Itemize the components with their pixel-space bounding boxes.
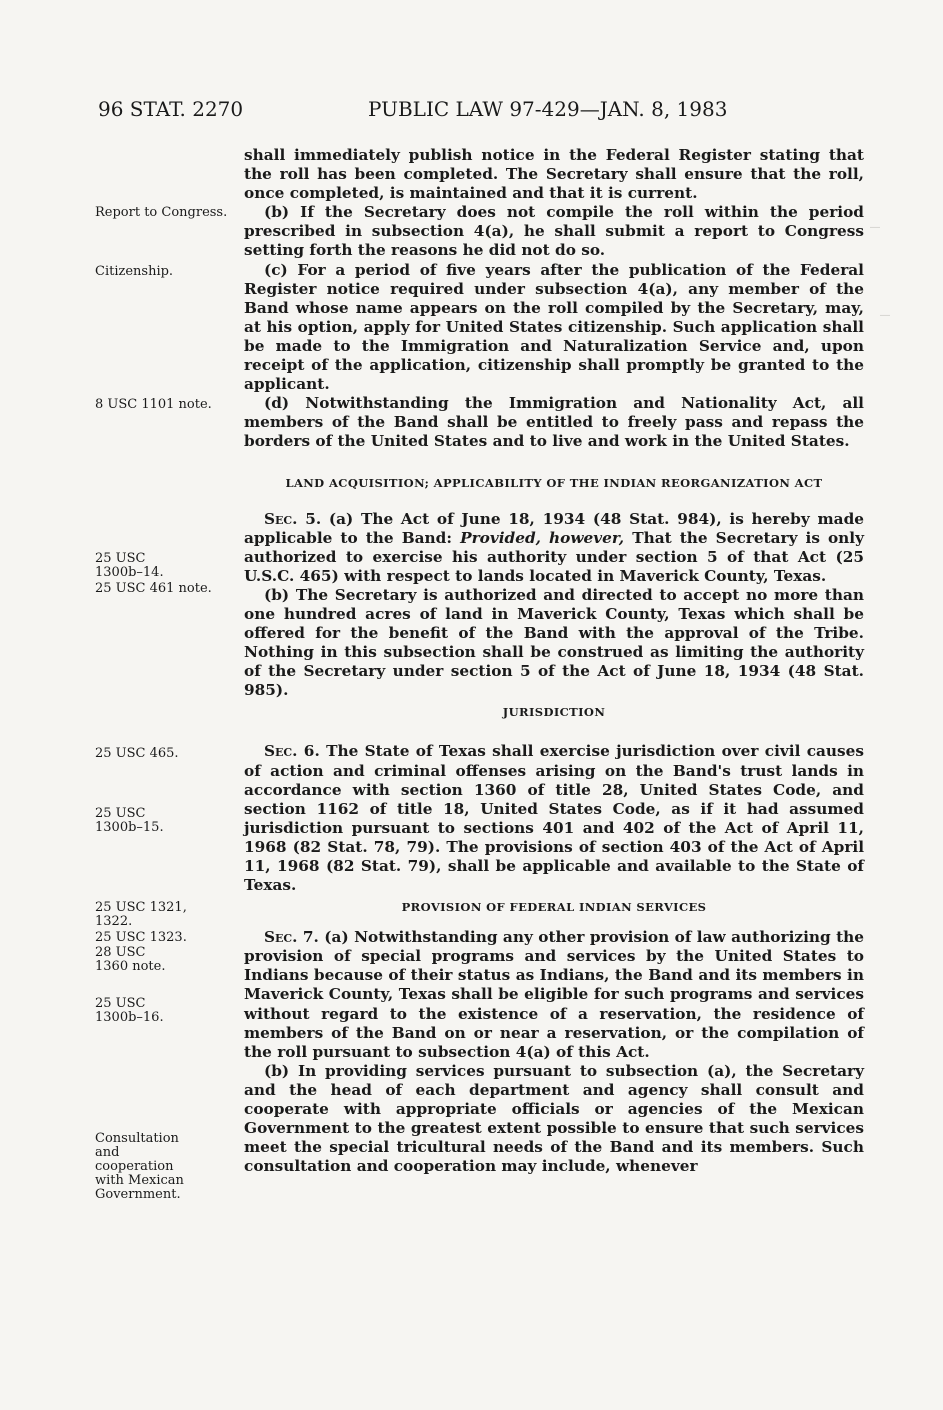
bleed-through-mark: ― <box>880 310 890 321</box>
main-text-column <box>244 146 864 1176</box>
section-heading-jurisdiction: JURISDICTION <box>502 705 606 720</box>
section-heading-land-acquisition: LAND ACQUISITION; APPLICABILITY OF THE INDIAN REORGANIZATION ACT <box>285 475 823 490</box>
section-6-label: Sec. 6. <box>264 742 320 761</box>
public-law-reference: PUBLIC LAW 97-429—JAN. 8, 1983 <box>368 97 728 121</box>
section-heading-federal-services: PROVISION OF FEDERAL INDIAN SERVICES <box>401 900 707 915</box>
paragraph-intro: shall immediately publish notice in the Federal Register stating that the roll has been completed. The Secretary shall ensure that the roll, once completed, is maintained and that it is current. <box>244 146 864 203</box>
margin-note-25usc1300b16: 25 USC 1300b–16. <box>95 996 164 1025</box>
section-6 <box>244 742 864 895</box>
margin-note-citizenship: Citizenship. <box>95 264 174 279</box>
section-5-subsection-b: (b) The Secretary is authorized and directed to accept no more than one hundred acres of land in Maverick County, Texas which shall be offered for the benefit of the Band with the approval of the Tribe. Nothing in this subsection shall be construed as limiting the authority of the Secretary under section 5 of the Act of June 18, 1934 (48 Stat. 985). <box>244 585 864 700</box>
section-7-label: Sec. 7. <box>264 928 319 947</box>
paragraph-subsection-c: (c) For a period of five years after the publication of the Federal Register notice required under subsection 4(a), any member of the Band whose name appears on the roll compiled by the Secretary, may, at his option, apply for United States citizenship. Such application shall be made to the Immigration and Naturalization Service and, upon receipt of the application, citizenship shall promptly be granted to the applicant. <box>244 260 864 394</box>
section-7-subsection-a <box>244 928 864 1062</box>
section-5-subsection-a <box>244 510 864 586</box>
paragraph-subsection-b: (b) If the Secretary does not compile the roll within the period prescribed in subsection 4(a), he shall submit a report to Congress setting forth the reasons he did not do so. <box>244 203 864 260</box>
margin-note-25usc1300b15: 25 USC 1300b–15. <box>95 806 164 835</box>
margin-note-report: Report to Congress. <box>95 205 228 220</box>
section-5-proviso: Provided, however, <box>460 528 625 547</box>
margin-note-25usc1300b14: 25 USC 1300b–14. <box>95 551 164 580</box>
section-7-subsection-b: (b) In providing services pursuant to subsection (a), the Secretary and the head of each department and agency shall consult and cooperate with appropriate officials or agencies of the Mexican Government to the greatest extent possible to ensure that such services meet the special tricultural needs of the Band and its members. Such consultation and cooperation may include, whenever <box>244 1061 864 1176</box>
margin-note-25usc1321: 25 USC 1321, 1322. <box>95 900 187 929</box>
margin-note-25usc461: 25 USC 461 note. <box>95 581 212 596</box>
margin-note-28usc1360: 28 USC 1360 note. <box>95 945 166 974</box>
section-5-a-text: (a) The Act of June 18, 1934 (48 Stat. 984), is hereby made applicable to the Band: <box>244 509 864 547</box>
margin-note-25usc1323: 25 USC 1323. <box>95 930 187 945</box>
margin-note-consultation: Consultation and cooperation with Mexican Government. <box>95 1131 184 1202</box>
paragraph-subsection-d: (d) Notwithstanding the Immigration and Nationality Act, all members of the Band shall be entitled to freely pass and repass the borders of the United States and to live and work in the United States. <box>244 394 864 451</box>
margin-note-8usc1101: 8 USC 1101 note. <box>95 397 212 412</box>
bleed-through-mark: ― <box>870 222 880 233</box>
section-6-text: The State of Texas shall exercise jurisdiction over civil causes of action and criminal offenses arising on the Band's trust lands in accordance with section 1360 of title 28, United States Code, and section 1162 of title 18, United States Code, as if it had assumed jurisdiction pursuant to sections 401 and 402 of the Act of April 11, 1968 (82 Stat. 78, 79). The provisions of section 403 of the Act of April 11, 1968 (82 Stat. 79), shall be applicable and available to the State of Texas. <box>244 742 865 895</box>
section-7-a-text: (a) Notwithstanding any other provision of law authorizing the provision of special programs and services by the United States to Indians because of their status as Indians, the Band and its members in Maverick County, Texas shall be eligible for such programs and services without regard to the existence of a reservation, the residence of members of the Band on or near a reservation, or the compilation of the roll pursuant to subsection 4(a) of this Act. <box>244 928 865 1061</box>
section-5-label: Sec. 5. <box>264 509 322 528</box>
section-5-a-continuation: That the Secretary is only authorized to exercise his authority under section 5 of that Act (25 U.S.C. 465) with respect to lands located in Maverick County, Texas. <box>244 528 865 585</box>
statute-page-reference: 96 STAT. 2270 <box>98 97 244 121</box>
margin-note-25usc465: 25 USC 465. <box>95 746 179 761</box>
